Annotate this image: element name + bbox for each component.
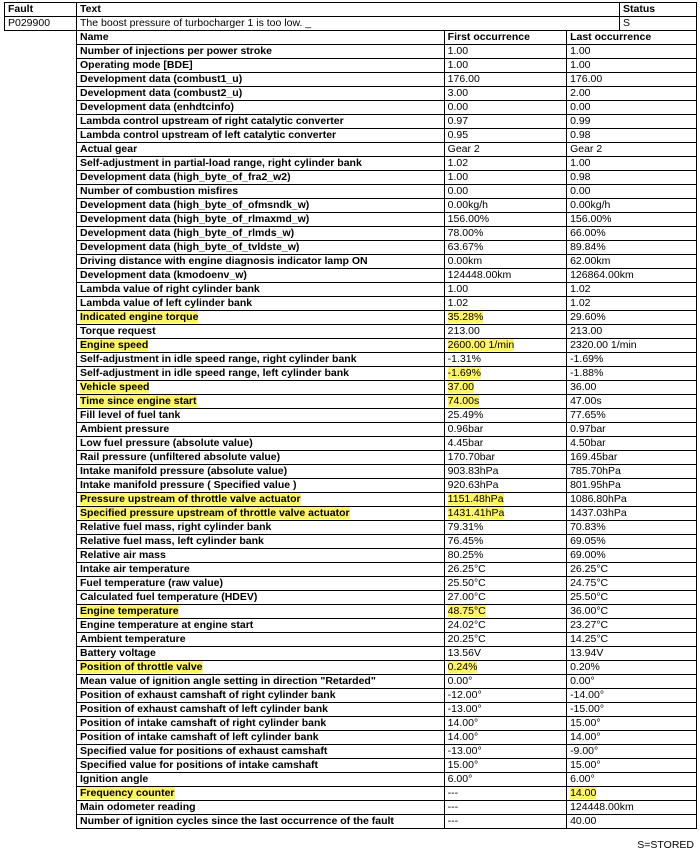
last-occurrence-value: 1.00 (567, 157, 696, 171)
last-occurrence-value: Gear 2 (567, 143, 696, 157)
parameter-name: Self-adjustment in idle speed range, right cylinder bank (77, 353, 444, 367)
first-occurrence-value (444, 507, 566, 521)
last-occurrence-value: 40.00 (567, 815, 696, 829)
freeze-frame-cell (77, 31, 697, 829)
parameter-name: Development data (high_byte_of_rlmds_w) (77, 227, 444, 241)
highlight-mark: Indicated engine torque (80, 311, 199, 324)
table-row (77, 409, 696, 423)
first-occurrence-value (444, 367, 566, 381)
first-occurrence-value: 0.00km (444, 255, 566, 269)
last-occurrence-value: 66.00% (567, 227, 696, 241)
fault-text: The boost pressure of turbocharger 1 is too low. _ (77, 17, 620, 31)
last-occurrence-value: 26.25°C (567, 563, 696, 577)
parameter-name: Development data (enhdtcinfo) (77, 101, 444, 115)
table-row (77, 157, 696, 171)
parameter-name: Position of intake camshaft of right cylinder bank (77, 717, 444, 731)
highlight-mark: 37.00 (447, 381, 474, 394)
first-occurrence-value: 76.45% (444, 535, 566, 549)
first-occurrence-value: 156.00% (444, 213, 566, 227)
freeze-frame-row (5, 31, 697, 829)
parameter-name: Development data (high_byte_of_tvldste_w) (77, 241, 444, 255)
last-occurrence-value: 2.00 (567, 87, 696, 101)
parameter-name: Torque request (77, 325, 444, 339)
table-row (77, 437, 696, 451)
highlight-mark: Time since engine start (80, 395, 197, 408)
first-occurrence-value: 0.00 (444, 185, 566, 199)
highlight-mark: Engine speed (80, 339, 149, 352)
parameter-name: Battery voltage (77, 647, 444, 661)
last-occurrence-value: 29.60% (567, 311, 696, 325)
fault-code-spacer (5, 31, 77, 829)
table-row (77, 605, 696, 619)
parameter-name: Development data (kmodoenv_w) (77, 269, 444, 283)
table-row (77, 787, 696, 801)
parameter-name: Ambient pressure (77, 423, 444, 437)
last-occurrence-value: 47.00s (567, 395, 696, 409)
table-row (77, 591, 696, 605)
last-occurrence-value: 25.50°C (567, 591, 696, 605)
highlight-mark: 0.24% (447, 661, 478, 674)
first-occurrence-value: -12.00° (444, 689, 566, 703)
last-occurrence-value: 169.45bar (567, 451, 696, 465)
last-occurrence-value: 0.00° (567, 675, 696, 689)
parameter-name: Main odometer reading (77, 801, 444, 815)
table-row (77, 647, 696, 661)
last-occurrence-value: 6.00° (567, 773, 696, 787)
highlight-mark: 48.75°C (447, 605, 486, 618)
highlight-mark: 1431.41hPa (447, 507, 505, 520)
parameter-name: Position of intake camshaft of left cylinder bank (77, 731, 444, 745)
table-row (77, 521, 696, 535)
table-row (77, 45, 696, 59)
parameter-name: Lambda control upstream of right catalytic converter (77, 115, 444, 129)
first-occurrence-value: 63.67% (444, 241, 566, 255)
parameter-name: Number of ignition cycles since the last occurrence of the fault (77, 815, 444, 829)
fault-code: P029900 (5, 17, 77, 31)
highlight-mark: Frequency counter (80, 787, 175, 800)
parameter-name: Development data (high_byte_of_ofmsndk_w) (77, 199, 444, 213)
last-occurrence-value: 2320.00 1/min (567, 339, 696, 353)
first-occurrence-value: 124448.00km (444, 269, 566, 283)
last-occurrence-value (567, 787, 696, 801)
col-status-header: Status (620, 3, 697, 17)
table-row (77, 717, 696, 731)
table-row (77, 255, 696, 269)
table-row (77, 325, 696, 339)
last-occurrence-value: 70.83% (567, 521, 696, 535)
table-row (77, 59, 696, 73)
first-occurrence-value: -13.00° (444, 703, 566, 717)
first-occurrence-value: 1.00 (444, 283, 566, 297)
last-occurrence-value: 0.00kg/h (567, 199, 696, 213)
highlight-mark: 35.28% (447, 311, 484, 324)
last-occurrence-value: 23.27°C (567, 619, 696, 633)
last-occurrence-value: 1.02 (567, 283, 696, 297)
last-occurrence-value: 0.00 (567, 185, 696, 199)
first-occurrence-value: 170.70bar (444, 451, 566, 465)
table-row (77, 675, 696, 689)
highlight-mark: Engine temperature (80, 605, 179, 618)
last-occurrence-value: 213.00 (567, 325, 696, 339)
table-row (77, 801, 696, 815)
first-occurrence-value: 78.00% (444, 227, 566, 241)
table-row (77, 507, 696, 521)
table-row (77, 227, 696, 241)
parameter-name: Engine temperature at engine start (77, 619, 444, 633)
last-occurrence-value: 0.99 (567, 115, 696, 129)
fault-status: S (620, 17, 697, 31)
last-occurrence-value: 124448.00km (567, 801, 696, 815)
table-row (77, 143, 696, 157)
table-row (77, 171, 696, 185)
table-row (77, 311, 696, 325)
last-occurrence-value: 785.70hPa (567, 465, 696, 479)
last-occurrence-value: 62.00km (567, 255, 696, 269)
parameter-name: Lambda value of left cylinder bank (77, 297, 444, 311)
last-occurrence-value: 176.00 (567, 73, 696, 87)
table-row (77, 241, 696, 255)
highlight-mark: 74.00s (447, 395, 480, 408)
parameter-name: Specified value for positions of exhaust camshaft (77, 745, 444, 759)
last-occurrence-value: 0.98 (567, 171, 696, 185)
first-occurrence-value (444, 493, 566, 507)
parameter-name: Number of injections per power stroke (77, 45, 444, 59)
parameter-name: Position of exhaust camshaft of left cylinder bank (77, 703, 444, 717)
first-occurrence-value: 24.02°C (444, 619, 566, 633)
table-row (77, 577, 696, 591)
table-row (77, 549, 696, 563)
fault-row (5, 17, 697, 31)
table-row (77, 199, 696, 213)
last-occurrence-value: 156.00% (567, 213, 696, 227)
parameter-name: Rail pressure (unfiltered absolute value) (77, 451, 444, 465)
parameter-name: Self-adjustment in idle speed range, left cylinder bank (77, 367, 444, 381)
parameter-name: Intake manifold pressure ( Specified value ) (77, 479, 444, 493)
table-row (77, 353, 696, 367)
table-row (77, 773, 696, 787)
first-occurrence-value: 25.49% (444, 409, 566, 423)
table-row (77, 815, 696, 829)
last-occurrence-value: 36.00°C (567, 605, 696, 619)
parameter-name: Relative fuel mass, left cylinder bank (77, 535, 444, 549)
parameter-name: Development data (combust1_u) (77, 73, 444, 87)
last-occurrence-value: 0.20% (567, 661, 696, 675)
table-row (77, 129, 696, 143)
fault-table (4, 2, 697, 829)
parameter-name (77, 395, 444, 409)
last-occurrence-value: 1.00 (567, 45, 696, 59)
parameter-name: Driving distance with engine diagnosis indicator lamp ON (77, 255, 444, 269)
table-row (77, 269, 696, 283)
highlight-mark: Pressure upstream of throttle valve actuator (80, 493, 301, 506)
first-occurrence-value: -1.31% (444, 353, 566, 367)
first-occurrence-value (444, 311, 566, 325)
parameter-name: Intake manifold pressure (absolute value) (77, 465, 444, 479)
highlight-mark: 1151.48hPa (447, 493, 504, 506)
col-last-header: Last occurrence (567, 31, 696, 45)
first-occurrence-value: 0.00 (444, 101, 566, 115)
freeze-frame-header (77, 31, 696, 45)
parameter-name: Ambient temperature (77, 633, 444, 647)
highlight-mark: Vehicle speed (80, 381, 150, 394)
last-occurrence-value: 77.65% (567, 409, 696, 423)
parameter-name: Lambda value of right cylinder bank (77, 283, 444, 297)
first-occurrence-value: 0.00° (444, 675, 566, 689)
first-occurrence-value (444, 395, 566, 409)
parameter-name (77, 507, 444, 521)
col-fault-header: Fault (5, 3, 77, 17)
first-occurrence-value: 0.95 (444, 129, 566, 143)
parameter-name (77, 493, 444, 507)
parameter-name: Relative fuel mass, right cylinder bank (77, 521, 444, 535)
first-occurrence-value: 0.96bar (444, 423, 566, 437)
first-occurrence-value: 3.00 (444, 87, 566, 101)
last-occurrence-value: 13.94V (567, 647, 696, 661)
last-occurrence-value: 0.98 (567, 129, 696, 143)
parameter-name: Mean value of ignition angle setting in direction "Retarded" (77, 675, 444, 689)
highlight-mark: -1.69% (447, 367, 481, 380)
first-occurrence-value: 25.50°C (444, 577, 566, 591)
last-occurrence-value: 4.50bar (567, 437, 696, 451)
table-row (77, 479, 696, 493)
table-row (77, 745, 696, 759)
first-occurrence-value: 20.25°C (444, 633, 566, 647)
first-occurrence-value: 80.25% (444, 549, 566, 563)
last-occurrence-value: 14.25°C (567, 633, 696, 647)
highlight-mark: Position of throttle valve (80, 661, 203, 674)
parameter-name: Calculated fuel temperature (HDEV) (77, 591, 444, 605)
first-occurrence-value (444, 381, 566, 395)
table-row (77, 423, 696, 437)
parameter-name (77, 605, 444, 619)
last-occurrence-value: 14.00° (567, 731, 696, 745)
last-occurrence-value: 24.75°C (567, 577, 696, 591)
first-occurrence-value: Gear 2 (444, 143, 566, 157)
last-occurrence-value: 69.05% (567, 535, 696, 549)
last-occurrence-value: 1.00 (567, 59, 696, 73)
first-occurrence-value: -13.00° (444, 745, 566, 759)
parameter-name: Specified value for positions of intake camshaft (77, 759, 444, 773)
parameter-name (77, 381, 444, 395)
last-occurrence-value: 36.00 (567, 381, 696, 395)
table-row (77, 619, 696, 633)
table-row (77, 395, 696, 409)
last-occurrence-value: 89.84% (567, 241, 696, 255)
parameter-name: Self-adjustment in partial-load range, right cylinder bank (77, 157, 444, 171)
parameter-name: Low fuel pressure (absolute value) (77, 437, 444, 451)
col-name-header: Name (77, 31, 444, 45)
table-row (77, 185, 696, 199)
col-first-header: First occurrence (444, 31, 566, 45)
highlight-mark: 2600.00 1/min (447, 339, 515, 352)
first-occurrence-value: 1.00 (444, 171, 566, 185)
parameter-name: Fuel temperature (raw value) (77, 577, 444, 591)
parameter-name: Actual gear (77, 143, 444, 157)
parameter-name: Development data (high_byte_of_rlmaxmd_w) (77, 213, 444, 227)
first-occurrence-value: --- (444, 787, 566, 801)
parameter-name: Lambda control upstream of left catalytic converter (77, 129, 444, 143)
parameter-name (77, 787, 444, 801)
last-occurrence-value: 15.00° (567, 759, 696, 773)
first-occurrence-value: 26.25°C (444, 563, 566, 577)
table-row (77, 297, 696, 311)
last-occurrence-value: 15.00° (567, 717, 696, 731)
last-occurrence-value: 1086.80hPa (567, 493, 696, 507)
last-occurrence-value: 126864.00km (567, 269, 696, 283)
table-row (77, 73, 696, 87)
highlight-mark: Specified pressure upstream of throttle valve actuator (80, 507, 350, 520)
parameter-name: Fill level of fuel tank (77, 409, 444, 423)
table-row (77, 213, 696, 227)
last-occurrence-value: -9.00° (567, 745, 696, 759)
last-occurrence-value: -1.69% (567, 353, 696, 367)
parameter-name: Development data (high_byte_of_fra2_w2) (77, 171, 444, 185)
parameter-name: Operating mode [BDE] (77, 59, 444, 73)
table-row (77, 87, 696, 101)
first-occurrence-value: 4.45bar (444, 437, 566, 451)
parameter-name (77, 339, 444, 353)
table-row (77, 451, 696, 465)
parameter-name: Development data (combust2_u) (77, 87, 444, 101)
first-occurrence-value: 14.00° (444, 717, 566, 731)
table-row (77, 689, 696, 703)
last-occurrence-value: 0.00 (567, 101, 696, 115)
last-occurrence-value: -15.00° (567, 703, 696, 717)
parameter-name: Ignition angle (77, 773, 444, 787)
table-row (77, 703, 696, 717)
highlight-mark: 14.00 (570, 787, 597, 800)
first-occurrence-value: 1.00 (444, 45, 566, 59)
table-row (77, 731, 696, 745)
parameter-name (77, 661, 444, 675)
first-occurrence-value: 15.00° (444, 759, 566, 773)
table-row (77, 367, 696, 381)
last-occurrence-value: 1437.03hPa (567, 507, 696, 521)
last-occurrence-value: 0.97bar (567, 423, 696, 437)
table-row (77, 535, 696, 549)
first-occurrence-value: 6.00° (444, 773, 566, 787)
col-text-header: Text (77, 3, 620, 17)
table-row (77, 283, 696, 297)
first-occurrence-value: --- (444, 801, 566, 815)
first-occurrence-value: 1.02 (444, 297, 566, 311)
parameter-name: Intake air temperature (77, 563, 444, 577)
first-occurrence-value (444, 339, 566, 353)
first-occurrence-value: 176.00 (444, 73, 566, 87)
table-row (77, 465, 696, 479)
status-legend: S=STORED (637, 839, 694, 851)
first-occurrence-value: --- (444, 815, 566, 829)
first-occurrence-value: 903.83hPa (444, 465, 566, 479)
table-row (77, 633, 696, 647)
table-row (77, 493, 696, 507)
table-row (77, 115, 696, 129)
parameter-name (77, 311, 444, 325)
parameter-name: Relative air mass (77, 549, 444, 563)
last-occurrence-value: 69.00% (567, 549, 696, 563)
table-row (77, 563, 696, 577)
first-occurrence-value: 1.00 (444, 59, 566, 73)
first-occurrence-value: 0.00kg/h (444, 199, 566, 213)
first-occurrence-value: 14.00° (444, 731, 566, 745)
parameter-name: Number of combustion misfires (77, 185, 444, 199)
last-occurrence-value: 801.95hPa (567, 479, 696, 493)
fault-table-header (5, 3, 697, 17)
last-occurrence-value: 1.02 (567, 297, 696, 311)
freeze-frame-table (77, 31, 696, 828)
first-occurrence-value (444, 605, 566, 619)
table-row (77, 339, 696, 353)
first-occurrence-value: 27.00°C (444, 591, 566, 605)
last-occurrence-value: -14.00° (567, 689, 696, 703)
first-occurrence-value: 213.00 (444, 325, 566, 339)
table-row (77, 759, 696, 773)
first-occurrence-value: 0.97 (444, 115, 566, 129)
first-occurrence-value: 1.02 (444, 157, 566, 171)
first-occurrence-value: 920.63hPa (444, 479, 566, 493)
table-row (77, 381, 696, 395)
first-occurrence-value: 79.31% (444, 521, 566, 535)
table-row (77, 101, 696, 115)
first-occurrence-value (444, 661, 566, 675)
parameter-name: Position of exhaust camshaft of right cylinder bank (77, 689, 444, 703)
last-occurrence-value: -1.88% (567, 367, 696, 381)
table-row (77, 661, 696, 675)
first-occurrence-value: 13.56V (444, 647, 566, 661)
